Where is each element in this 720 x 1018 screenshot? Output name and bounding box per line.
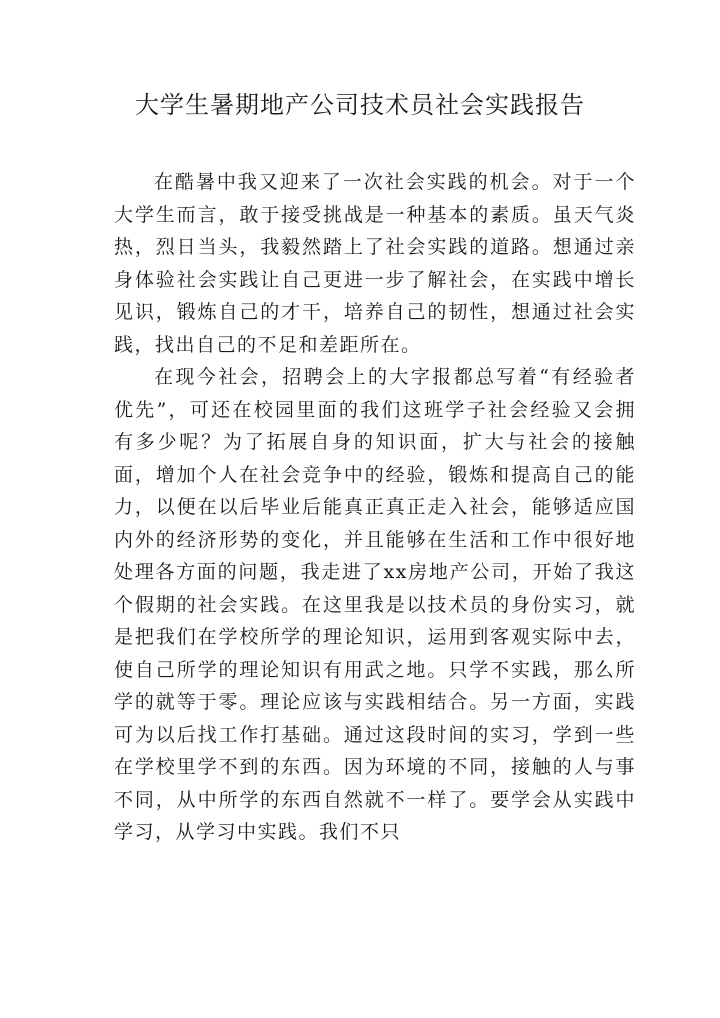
document-title: 大学生暑期地产公司技术员社会实践报告 [135,91,585,119]
document-body [114,166,636,849]
paragraph-2: 在现今社会，招聘会上的大字报都总写着“有经验者优先”，可还在校园里面的我们这班学子社会经验又会拥有多少呢？为了拓展自身的知识面，扩大与社会的接触面，增加个人在社会竞争中的经验，锻炼和提高自己的能力，以便在以后毕业后能真正真正走入社会，能够适应国内外的经济形势的变化，并且能够在生活和工作中很好地处理各方面的问题，我走进了xx房地产公司，开始了我这个假期的社会实践。在这里我是以技术员的身份实习，就是把我们在学校所学的理论知识，运用到客观实际中去，使自己所学的理论知识有用武之地。只学不实践，那么所学的就等于零。理论应该与实践相结合。另一方面，实践可为以后找工作打基础。通过这段时间的实习，学到一些在学校里学不到的东西。因为环境的不同，接触的人与事不同，从中所学的东西自然就不一样了。要学会从实践中学习，从学习中实践。我们不只 [114,366,636,843]
paragraph-1: 在酷暑中我又迎来了一次社会实践的机会。对于一个大学生而言，敢于接受挑战是一种基本的素质。虽天气炎热，烈日当头，我毅然踏上了社会实践的道路。想通过亲身体验社会实践让自己更进一步了解社会，在实践中增长见识，锻炼自己的才干，培养自己的韧性，想通过社会实践，找出自己的不足和差距所在。 [114,171,636,356]
